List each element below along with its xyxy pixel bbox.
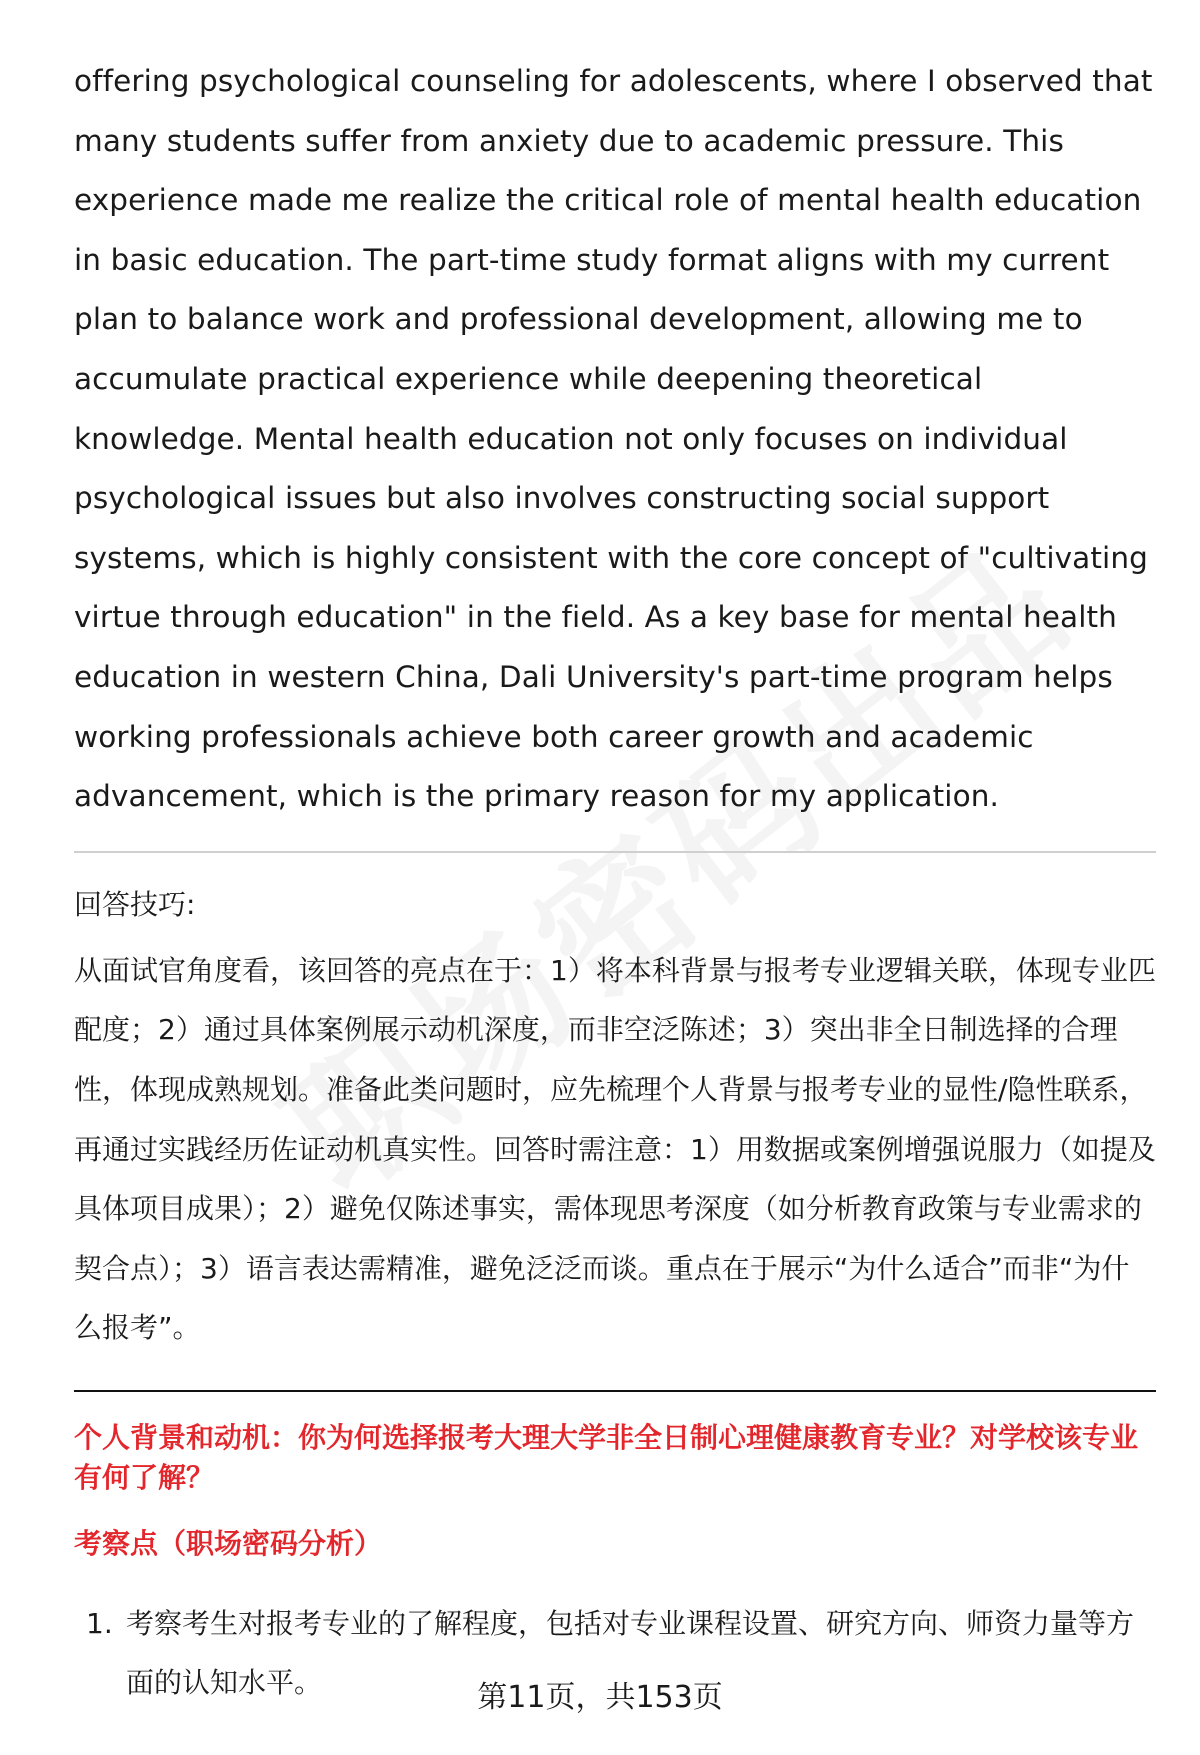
- exam-points-heading: 考察点（职场密码分析）: [74, 1526, 383, 1560]
- section-divider-dark: [74, 1390, 1156, 1392]
- answer-paragraph: offering psychological counseling for adolescents, where I observed that many students suffer from anxiety due to academic pressure. This experience made me realize the critical role of mental health education in basic education. The part-time study format aligns with my current plan to balance work and professional development, allowing me to accumulate practical experience while deepening theoretical knowledge. Mental health education not only focuses on individual psychological issues but also involves constructing social support systems, which is highly consistent with the core concept of "cultivating virtue through education" in the field. As a key base for mental health education in western China, Dali University's part-time program helps working professionals achieve both career growth and academic advancement, which is the primary reason for my application.: [74, 64, 1153, 814]
- page-content: [74, 52, 1156, 1713]
- list-item-text: 考察考生对报考专业的了解程度，包括对专业课程设置、研究方向、师资力量等方面的认知水平。: [126, 1606, 1135, 1700]
- list-item-number: 1.: [86, 1606, 113, 1640]
- tips-body: 从面试官角度看，该回答的亮点在于：1）将本科背景与报考专业逻辑关联，体现专业匹配度；2）通过具体案例展示动机深度，而非空泛陈述；3）突出非全日制选择的合理性，体现成熟规划。准备此类问题时，应先梳理个人背景与报考专业的显性/隐性联系，再通过实践经历佐证动机真实性。回答时需注意：1）用数据或案例增强说服力（如提及具体项目成果）；2）避免仅陈述事实，需体现思考深度（如分析教育政策与专业需求的契合点）；3）语言表达需精准，避免泛泛而谈。重点在于展示“为什么适合”而非“为什么报考”。: [74, 953, 1156, 1345]
- section-divider-light: [74, 851, 1156, 853]
- interview-question: 个人背景和动机：你为何选择报考大理大学非全日制心理健康教育专业？对学校该专业有何了解？: [74, 1420, 1139, 1494]
- tips-heading: 回答技巧:: [74, 887, 196, 921]
- page-number: 第11页，共153页: [477, 1680, 723, 1715]
